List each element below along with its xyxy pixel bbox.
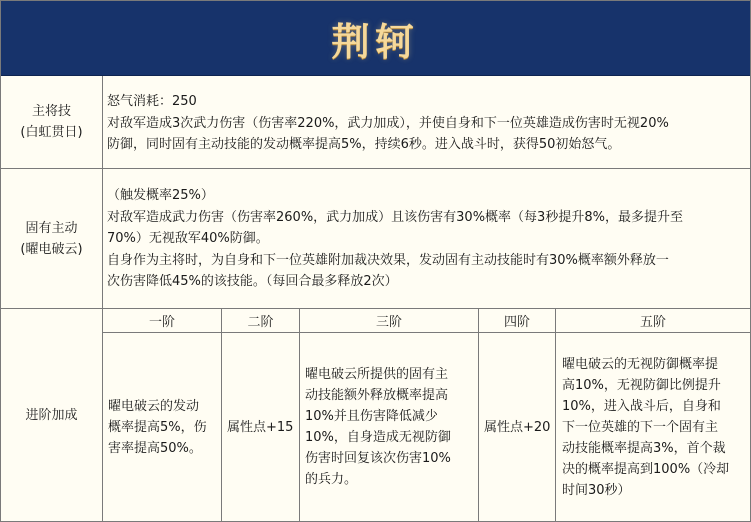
active-skill-label bbox=[1, 169, 103, 308]
tier-1-bonus bbox=[103, 333, 222, 521]
main-skill-label-type: 主将技 bbox=[31, 104, 71, 119]
bonus-line: 高10%，无视防御比例提升 bbox=[562, 377, 721, 393]
description-line: （触发概率25%） bbox=[107, 188, 214, 203]
bonus-line: 10%，自身造成无视防御 bbox=[305, 430, 451, 445]
advance-label-text: 进阶加成 bbox=[25, 407, 78, 423]
active-skill-label-name: (曜电破云) bbox=[20, 241, 83, 257]
main-skill-label-name: (白虹贯日) bbox=[20, 125, 83, 140]
bonus-line: 伤害时回复该次伤害10% bbox=[305, 451, 451, 466]
tier-2-header: 二阶 bbox=[222, 309, 300, 333]
bonus-line: 动技能额外释放概率提高 bbox=[305, 388, 449, 403]
tier-3-bonus bbox=[300, 333, 479, 521]
title-bar bbox=[1, 1, 750, 76]
main-skill-row bbox=[1, 76, 750, 169]
bonus-line: 害率提高50%。 bbox=[108, 440, 202, 456]
active-skill-label-type: 固有主动 bbox=[25, 220, 78, 236]
bonus-line: 概率提高5%，伤 bbox=[108, 419, 207, 435]
advance-grid bbox=[103, 309, 750, 521]
description-line: 对敌军造成3次武力伤害（伤害率220%，武力加成），并使自身和下一位英雄造成伤害时无视20% bbox=[107, 115, 669, 131]
bonus-line: 的兵力。 bbox=[305, 472, 358, 487]
main-skill-description bbox=[103, 76, 750, 168]
description-line: 自身作为主将时，为自身和下一位英雄附加裁决效果，发动固有主动技能时有30%概率额外释放一 bbox=[107, 252, 669, 268]
description-line: 防御，同时固有主动技能的发动概率提高5%，持续6秒。进入战斗时，获得50初始怒气。 bbox=[107, 137, 621, 152]
bonus-line: 10%，进入战斗后，自身和 bbox=[562, 398, 721, 414]
tier-2-bonus bbox=[222, 333, 300, 521]
bonus-line: 动技能概率提高3%，首个裁 bbox=[562, 440, 726, 456]
tier-3-header: 三阶 bbox=[300, 309, 479, 333]
active-skill-description bbox=[103, 169, 750, 308]
bonus-line: 下一位英雄的下一个固有主 bbox=[562, 419, 719, 435]
hero-name-title: 荆轲 bbox=[331, 18, 420, 64]
bonus-line: 属性点+15 bbox=[227, 419, 294, 435]
tier-1-header: 一阶 bbox=[103, 309, 222, 333]
advance-row bbox=[1, 309, 750, 521]
tier-5-bonus bbox=[556, 333, 750, 521]
bonus-line: 时间30秒） bbox=[562, 482, 631, 498]
bonus-line: 10%并且伤害降低减少 bbox=[305, 409, 438, 424]
description-line: 怒气消耗：250 bbox=[107, 94, 197, 109]
description-line: 次伤害降低45%的该技能。（每回合最多释放2次） bbox=[107, 274, 398, 289]
bonus-line: 曜电破云的发动 bbox=[108, 398, 200, 414]
tier-5-header: 五阶 bbox=[556, 309, 750, 333]
bonus-line: 曜电破云的无视防御概率提 bbox=[562, 356, 719, 372]
main-skill-label bbox=[1, 76, 103, 168]
active-skill-row bbox=[1, 169, 750, 309]
description-line: 对敌军造成武力伤害（伤害率260%，武力加成）且该伤害有30%概率（每3秒提升8%，最多提升至 bbox=[107, 209, 683, 225]
tier-4-header: 四阶 bbox=[479, 309, 556, 333]
bonus-line: 属性点+20 bbox=[484, 419, 551, 435]
bonus-line: 曜电破云所提供的固有主 bbox=[305, 367, 449, 382]
tier-4-bonus bbox=[479, 333, 556, 521]
description-line: 70%）无视敌军40%防御。 bbox=[107, 231, 269, 246]
advance-label bbox=[1, 309, 103, 521]
bonus-line: 决的概率提高到100%（冷却 bbox=[562, 461, 730, 477]
